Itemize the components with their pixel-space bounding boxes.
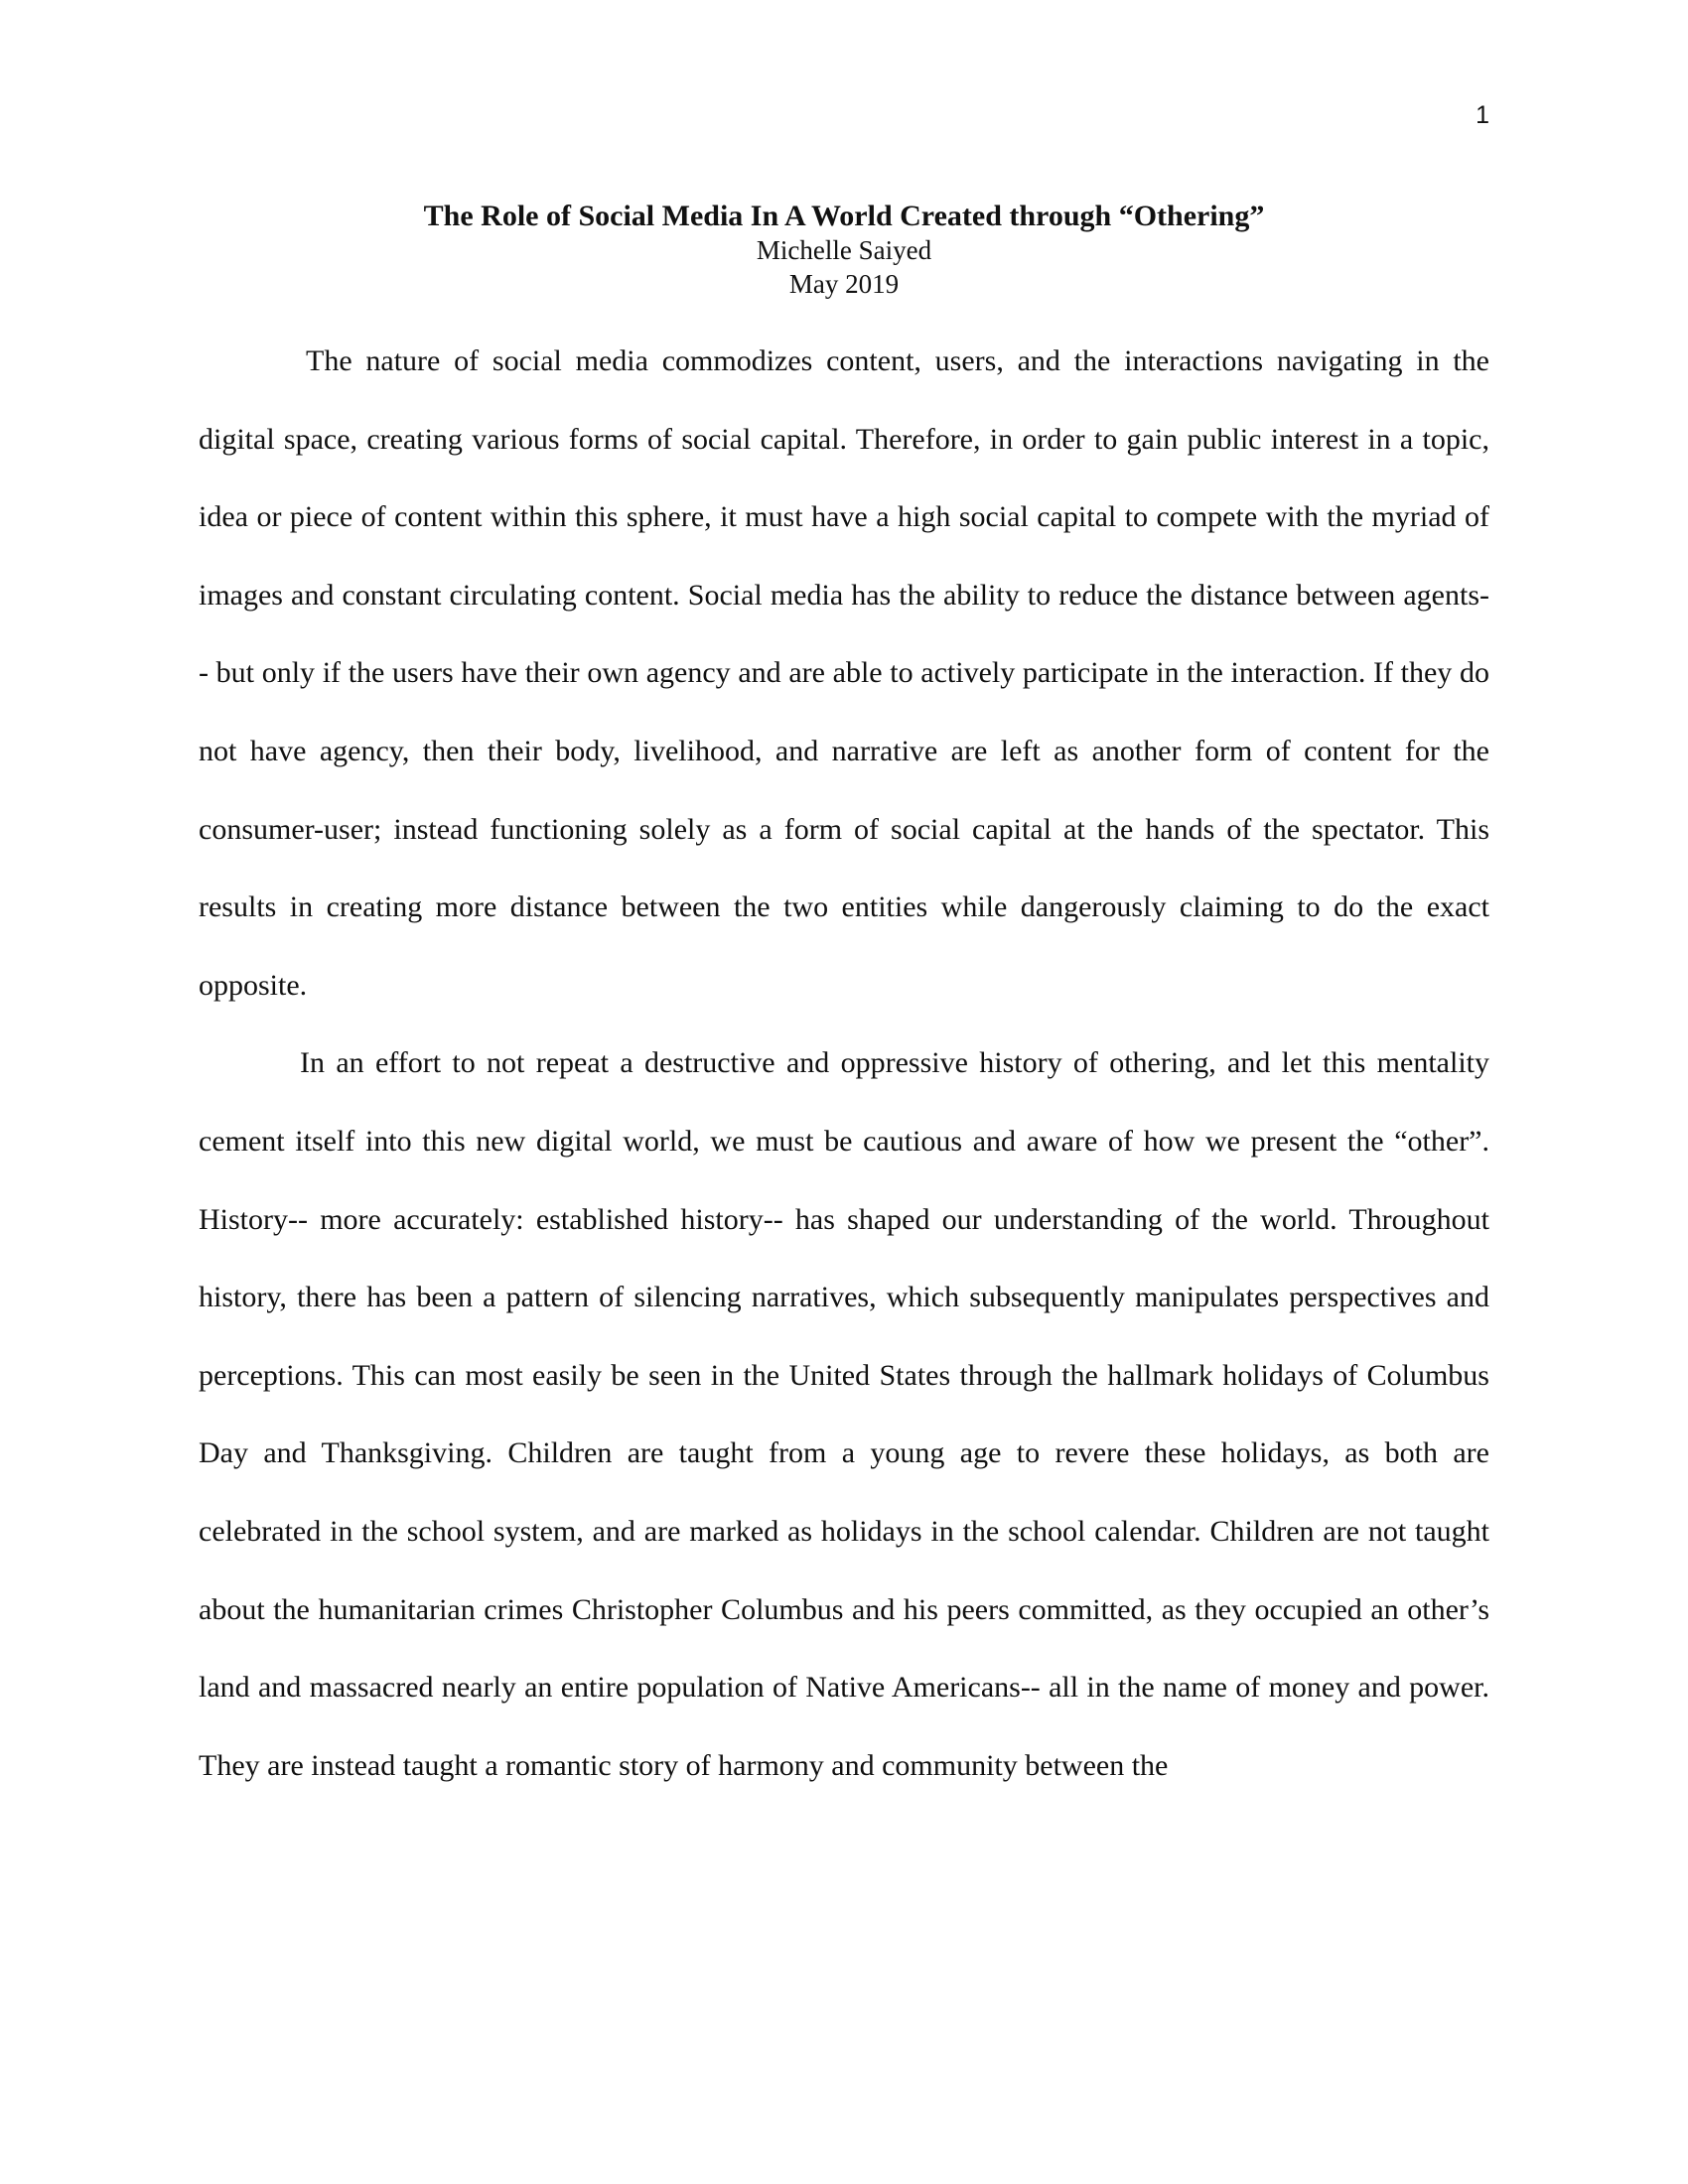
title-block: [199, 199, 1489, 301]
paragraph: The nature of social media commodizes content, users, and the interactions navigating in the digital space, creating various forms of social capital. Therefore, in order to gain public interest in a topic, idea or piece of content within this sphere, it must have a high social capital to compete with the myriad of images and constant circulating content. Social media has the ability to reduce the distance between agents-- but only if the users have their own agency and are able to actively participate in the interaction. If they do not have agency, then their body, livelihood, and narrative are left as another form of content for the consumer-user; instead functioning solely as a form of social capital at the hands of the spectator. This results in creating more distance between the two entities while dangerously claiming to do the exact opposite.: [199, 344, 1489, 1002]
paragraph: In an effort to not repeat a destructive and oppressive history of othering, and let this mentality cement itself into this new digital world, we must be cautious and aware of how we present the “other”. History-- more accurately: established history-- has shaped our understanding of the world. Throughout history, there has been a pattern of silencing narratives, which subsequently manipulates perspectives and perceptions. This can most easily be seen in the United States through the hallmark holidays of Columbus Day and Thanksgiving. Children are taught from a young age to revere these holidays, as both are celebrated in the school system, and are marked as holidays in the school calendar. Children are not taught about the humanitarian crimes Christopher Columbus and his peers committed, as they occupied an other’s land and massacred nearly an entire population of Native Americans-- all in the name of money and power. They are instead taught a romantic story of harmony and community between the: [199, 1046, 1489, 1782]
author-name: Michelle Saiyed: [756, 235, 932, 265]
document-date: May 2019: [788, 269, 900, 299]
page-number: 1: [1476, 101, 1489, 129]
document-title: The Role of Social Media In A World Created through “Othering”: [423, 200, 1265, 232]
document-body: [199, 323, 1489, 1805]
